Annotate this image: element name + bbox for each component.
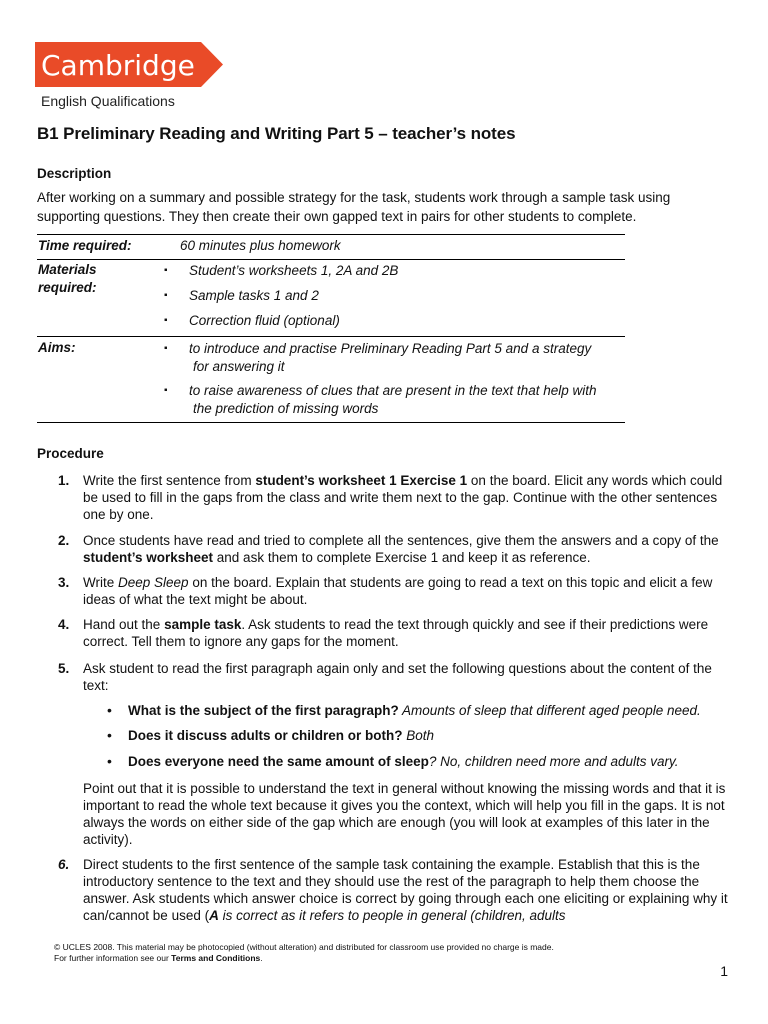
table-rule-bottom xyxy=(37,422,625,423)
aim-item: to raise awareness of clues that are present in the text that help with the prediction of missing words xyxy=(189,383,597,416)
description-heading: Description xyxy=(37,166,112,181)
terms-line: For further information see our Terms and Conditions. xyxy=(54,953,263,963)
material-item: Student’s worksheets 1, 2A and 2B xyxy=(189,263,399,278)
procedure-heading: Procedure xyxy=(37,446,104,461)
material-item: Correction fluid (optional) xyxy=(189,313,340,328)
materials-label-2: required: xyxy=(38,280,97,295)
square-bullet-icon: ▪ xyxy=(164,315,168,326)
bullet-icon: • xyxy=(107,753,112,769)
materials-label: Materials xyxy=(38,262,97,277)
table-rule xyxy=(37,259,625,260)
cambridge-logo xyxy=(35,42,223,87)
square-bullet-icon: ▪ xyxy=(164,343,168,354)
copyright-text: © UCLES 2008. This material may be photocopied (without alteration) and distributed for classroom use provided no charge is made. xyxy=(54,942,554,952)
description-text: After working on a summary and possible strategy for the task, students work through a sample task using supporting questions. They then create their own gapped text in pairs for other students to complete. xyxy=(37,190,671,224)
square-bullet-icon: ▪ xyxy=(164,385,168,396)
logo-text: Cambridge xyxy=(41,49,195,82)
terms-link[interactable]: Terms and Conditions xyxy=(171,953,261,963)
footer xyxy=(54,942,554,964)
logo-subtitle: English Qualifications xyxy=(41,93,175,109)
aims-label: Aims: xyxy=(38,340,76,355)
aim-item: to introduce and practise Preliminary Reading Part 5 and a strategy for answering it xyxy=(189,341,592,374)
time-value: 60 minutes plus homework xyxy=(180,238,341,253)
material-item: Sample tasks 1 and 2 xyxy=(189,288,319,303)
bullet-icon: • xyxy=(107,702,112,718)
time-label: Time required: xyxy=(38,238,132,253)
page-number: 1 xyxy=(720,963,728,979)
page-title: B1 Preliminary Reading and Writing Part 5 – teacher’s notes xyxy=(37,124,516,143)
square-bullet-icon: ▪ xyxy=(164,290,168,301)
square-bullet-icon: ▪ xyxy=(164,265,168,276)
bullet-icon: • xyxy=(107,727,112,743)
table-rule xyxy=(37,336,625,337)
table-rule-top xyxy=(37,234,625,235)
